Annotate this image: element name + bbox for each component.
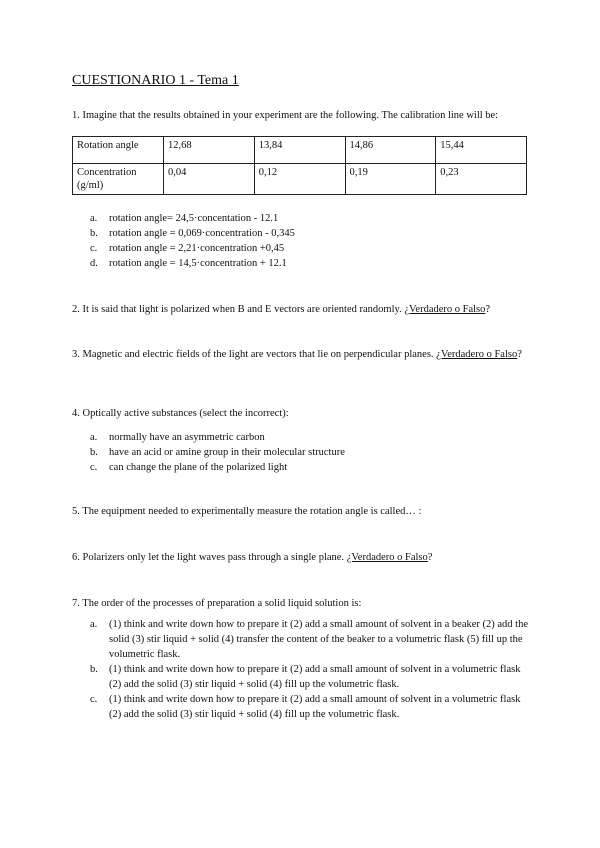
option-item [90,692,530,722]
question-7-text: 7. The order of the processes of preparation a solid liquid solution is: [72,598,362,609]
option-item [90,241,530,256]
option-letter: c. [90,462,98,473]
option-item [90,211,530,226]
question-2 [72,302,532,317]
option-text: have an acid or amine group in their molecular structure [109,447,345,458]
table-cell: 0,04 [164,164,255,195]
table-cell: 12,68 [164,137,255,164]
calibration-table [72,136,527,195]
option-letter: c. [90,694,98,705]
true-false-prompt: ¿Verdadero o Falso [436,349,518,360]
option-item [90,445,530,460]
option-text: rotation angle = 0,069·concentration - 0,345 [109,228,295,239]
question-2-text: 2. It is said that light is polarized when B and E vectors are oriented randomly. [72,304,402,315]
table-cell-label: Rotation angle [73,137,164,164]
question-4-options [90,430,530,475]
option-letter: a. [90,213,98,224]
option-letter: b. [90,664,98,675]
option-letter: a. [90,619,98,630]
question-7 [72,596,532,611]
option-text: rotation angle = 2,21·concentration +0,45 [109,243,285,254]
option-text: (1) think and write down how to prepare it (2) add a small amount of solvent in a volumetric flask (2) add the solid (3) stir liquid + solid (4) fill up the volumetric flask. [109,664,521,690]
question-3 [72,347,532,362]
table-row [73,137,527,164]
table-cell: 13,84 [254,137,345,164]
question-1 [72,108,532,123]
option-text: (1) think and write down how to prepare it (2) add a small amount of solvent in a beaker (2) add the solid (3) stir liquid + solid (4) transfer the content of the beaker to a volumetric flask (5) fill up the volumetric flask. [109,619,529,660]
option-letter: a. [90,432,98,443]
option-text: rotation angle= 24,5·concentation - 12.1 [109,213,279,224]
table-cell: 0,19 [345,164,436,195]
option-item [90,662,530,692]
table-cell: 15,44 [436,137,527,164]
true-false-prompt: ¿Verdadero o Falso [404,304,486,315]
question-3-text: 3. Magnetic and electric fields of the light are vectors that lie on perpendicular planes. [72,349,434,360]
option-item [90,226,530,241]
option-item [90,460,530,475]
option-text: (1) think and write down how to prepare it (2) add a small amount of solvent in a volumetric flask (2) add the solid (3) stir liquid + solid (4) fill up the volumetric flask. [109,694,521,720]
true-false-prompt: ¿Verdadero o Falso [346,552,428,563]
option-letter: b. [90,447,98,458]
page-title [72,73,239,89]
question-4 [72,406,532,421]
option-text: can change the plane of the polarized light [109,462,288,473]
question-5 [72,504,532,519]
question-4-text: 4. Optically active substances (select the incorrect): [72,408,289,419]
option-item [90,430,530,445]
option-item [90,256,530,271]
question-mark: ? [427,552,433,563]
option-letter: b. [90,228,98,239]
question-6 [72,550,532,565]
option-letter: c. [90,243,98,254]
option-text: normally have an asymmetric carbon [109,432,265,443]
option-item [90,617,530,662]
question-1-options [90,211,530,271]
table-cell-label: Concentration (g/ml) [73,164,164,195]
option-letter: d. [90,258,98,269]
option-text: rotation angle = 14,5·concentration + 12.1 [109,258,287,269]
table-row [73,164,527,195]
question-5-text: 5. The equipment needed to experimentally measure the rotation angle is called… : [72,506,422,517]
question-mark: ? [517,349,522,360]
table-cell: 0,23 [436,164,527,195]
question-mark: ? [485,304,491,315]
question-7-options [90,617,530,722]
question-6-text: 6. Polarizers only let the light waves pass through a single plane. [72,552,345,563]
page-title-text: CUESTIONARIO 1 - Tema 1 [72,73,239,88]
question-1-text: 1. Imagine that the results obtained in your experiment are the following. The calibration line will be: [72,110,499,121]
table-cell: 14,86 [345,137,436,164]
table-cell: 0,12 [254,164,345,195]
